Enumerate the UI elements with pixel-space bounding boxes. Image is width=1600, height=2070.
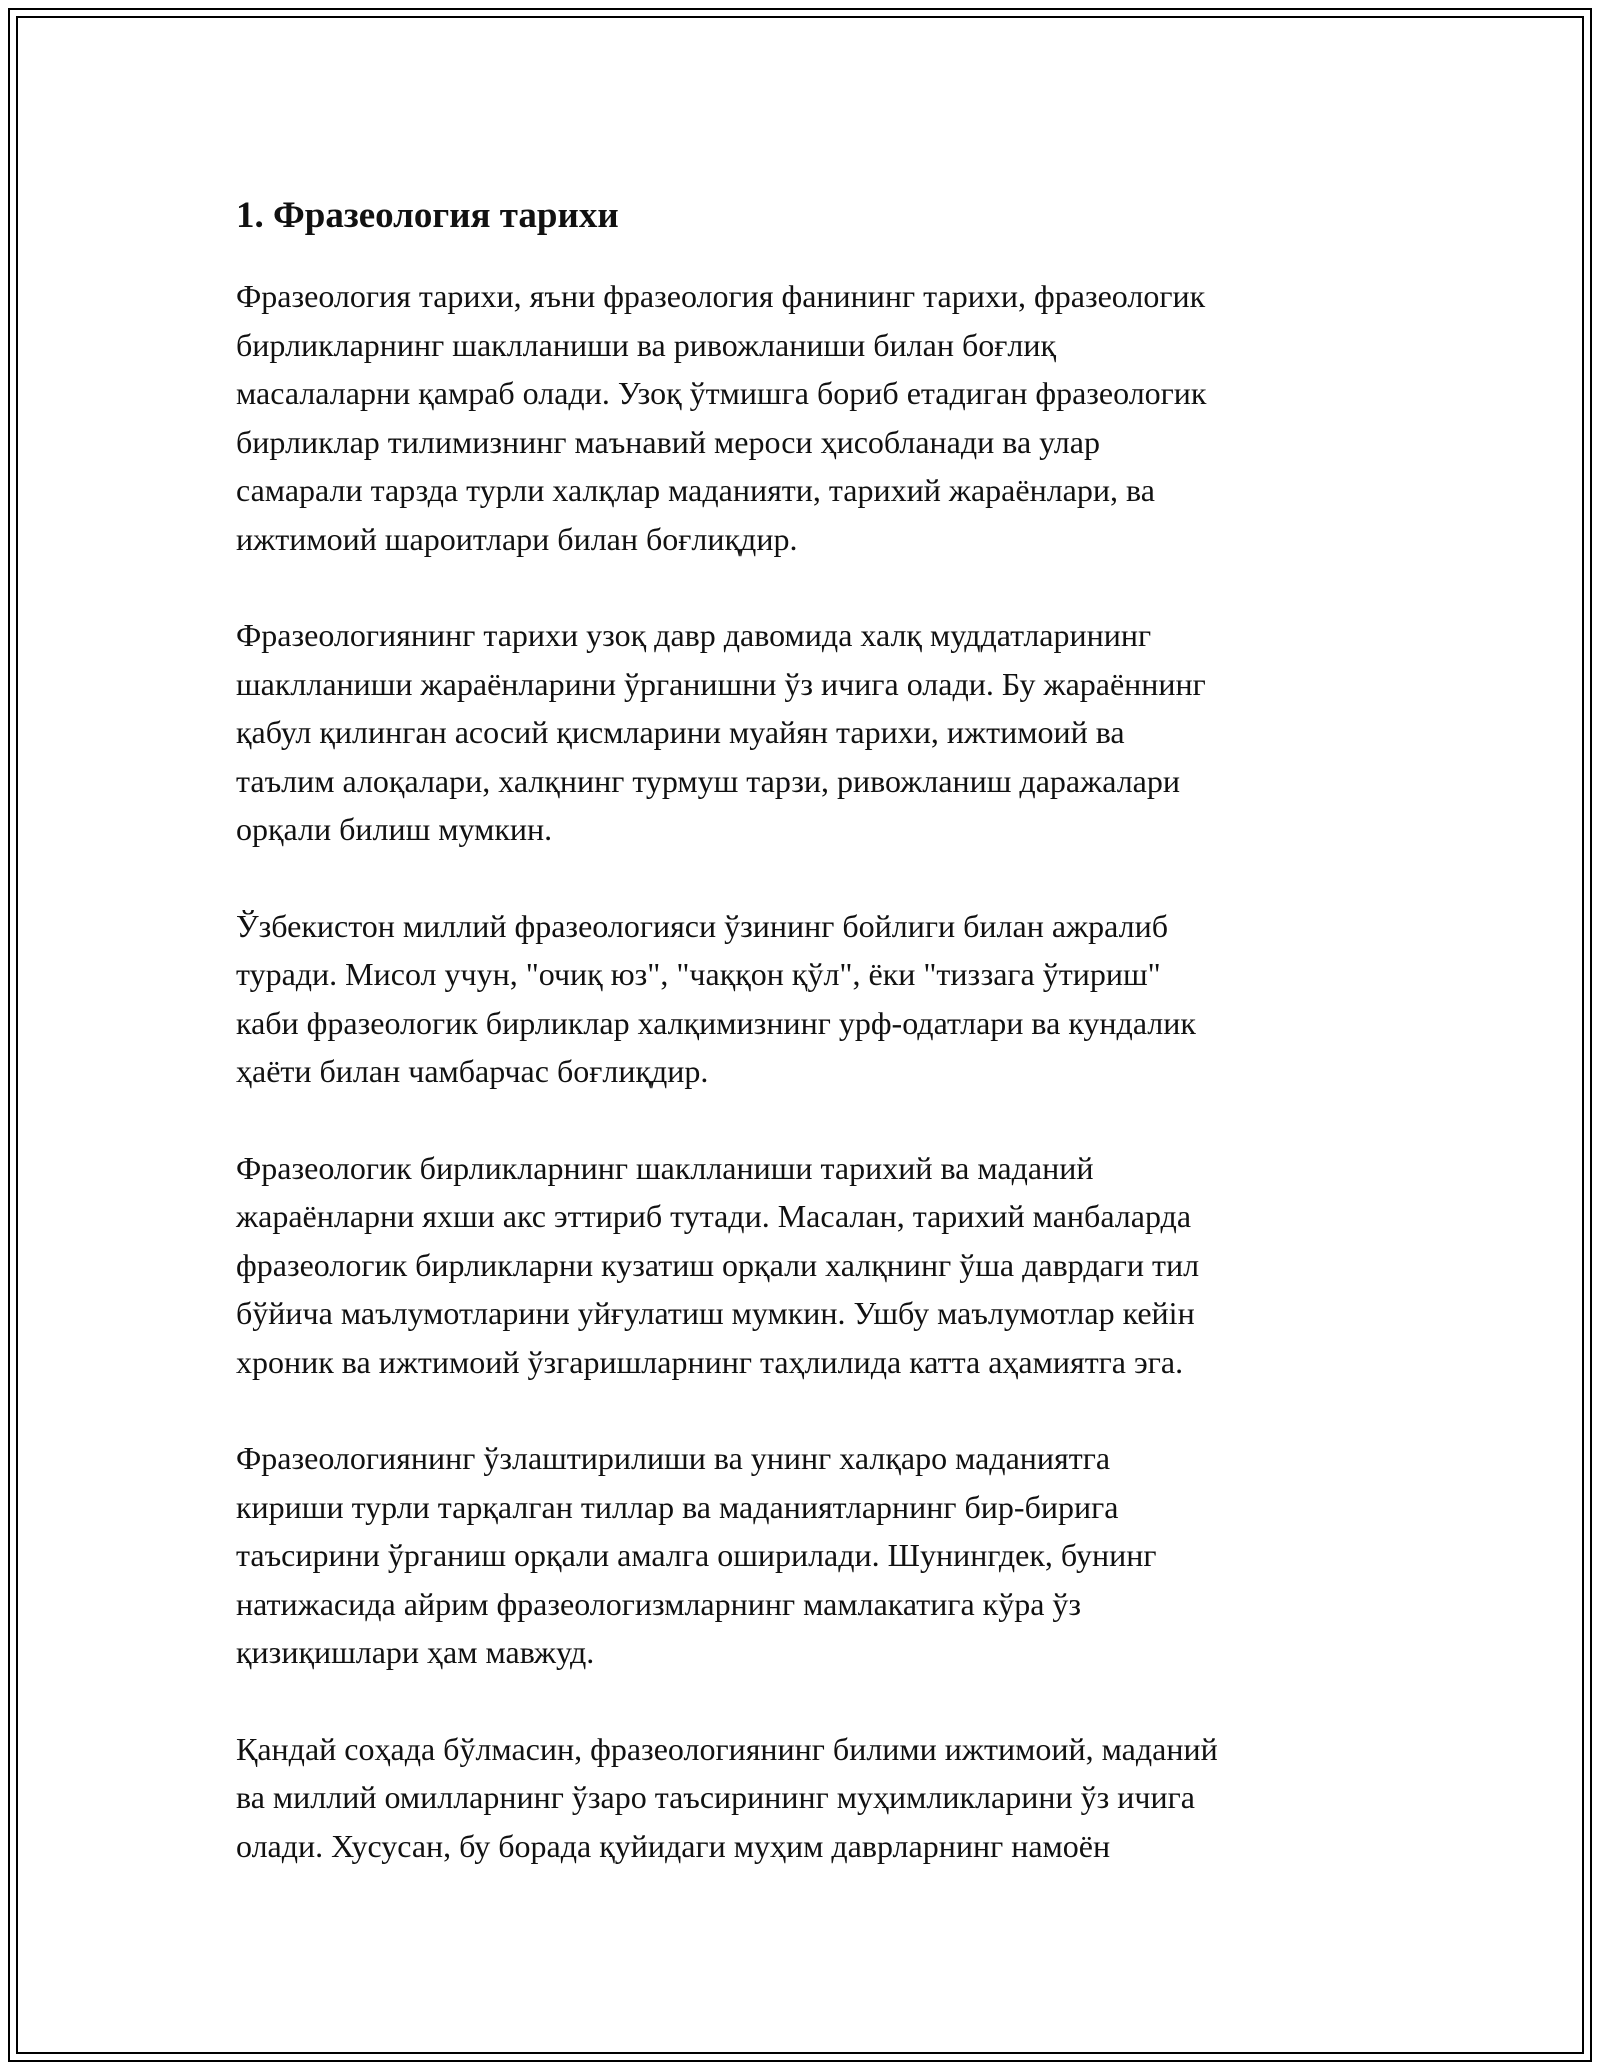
paragraph-2: Фразеологиянинг тарихи узоқ давр давомида халқ муддатларининг шаклланиши жараёнларини ўрганишни ўз ичига олади. Бу жараённинг қабул қилинган асосий қисмларини муайян тарихи, ижтимоий ва таълим алоқалари, халқнинг турмуш тарзи, ривожланиш даражалари орқали билиш мумкин. bbox=[236, 617, 1206, 847]
paragraph-5: Фразеологиянинг ўзлаштирилиши ва унинг халқаро маданиятга кириши турли тарқалган тиллар ва маданиятларнинг бир-бирига таъсирини ўрганиш орқали амалга оширилади. Шунингдек, бунинг натижасида айрим фразеологизмларнинг мамлакатига кўра ўз қизиқишлари ҳам мавжуд. bbox=[236, 1440, 1157, 1670]
document-body bbox=[236, 188, 1386, 1918]
paragraph-3: Ўзбекистон миллий фразеологияси ўзининг бойлиги билан ажралиб туради. Мисол учун, "очиқ юз", "чаққон қўл", ёки "тиззага ўтириш" каби фразеологик бирликлар халқимизнинг урф-одатлари ва кундалик ҳаёти билан чамбарчас боғлиқдир. bbox=[236, 907, 1196, 1089]
paragraph-6: Қандай соҳада бўлмасин, фразеологиянинг билими ижтимоий, маданий ва миллий омилларнинг ўзаро таъсирининг муҳимликларини ўз ичига олади. Хусусан, бу борада қуйидаги муҳим даврларнинг намоён bbox=[236, 1730, 1218, 1864]
section-title: 1. Фразеология тарихи bbox=[236, 195, 619, 236]
paragraph-4: Фразеологик бирликларнинг шаклланиши тарихий ва маданий жараёнларни яхши акс эттириб тутади. Масалан, тарихий манбаларда фразеологик бирликларни кузатиш орқали халқнинг ўша даврдаги тил бўйича маълумотларини уйғулатиш мумкин. Ушбу маълумотлар кейін хроник ва ижтимоий ўзгаришларнинг таҳлилида катта аҳамиятга эга. bbox=[236, 1149, 1200, 1380]
paragraph-1: Фразеология тарихи, яъни фразеология фанининг тарихи, фразеологик бирликларнинг шаклланиши ва ривожланиши билан боғлиқ масалаларни қамраб олади. Узоқ ўтмишга бориб етадиган фразеологик бирликлар тилимизнинг маънавий мероси ҳисобланади ва улар самарали тарзда турли халқлар маданияти, тарихий жараёнлари, ва ижтимоий шароитлари билан боғлиқдир. bbox=[236, 278, 1207, 557]
